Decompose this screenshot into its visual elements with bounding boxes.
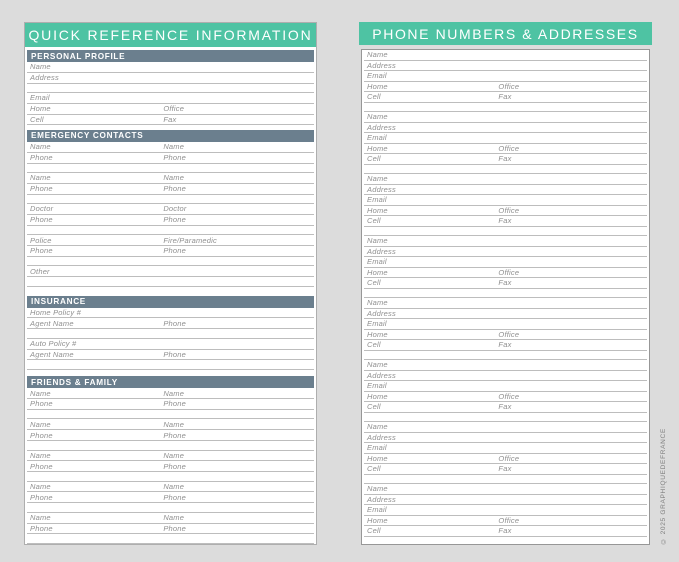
field-label: Email <box>367 71 387 80</box>
field-label: Name <box>30 481 51 491</box>
field-label: Name <box>367 484 388 493</box>
field-label: Office <box>498 515 520 525</box>
field-label: Name <box>367 174 388 183</box>
field-label: Cell <box>367 526 381 535</box>
field-ruled-line <box>27 430 314 441</box>
field-label: Cell <box>367 92 381 101</box>
blank-ruled-line <box>27 472 314 482</box>
field-label: Name <box>163 513 185 523</box>
field-ruled-line <box>364 422 647 433</box>
field-label: Name <box>30 388 51 398</box>
field-label: Name <box>30 173 51 183</box>
field-label: Name <box>30 142 51 152</box>
field-label: Fax <box>498 402 512 411</box>
field-label: Name <box>163 419 185 429</box>
blank-ruled-line <box>27 195 314 205</box>
field-label: Home <box>367 267 388 277</box>
field-label: Email <box>30 93 50 103</box>
field-label: Other <box>30 266 50 276</box>
section-heading: INSURANCE <box>27 296 314 308</box>
field-label: Phone <box>30 492 53 502</box>
field-label: Home <box>367 205 388 215</box>
blank-ruled-line <box>27 441 314 451</box>
field-label: Name <box>30 62 51 72</box>
field-ruled-line <box>27 339 314 350</box>
field-label: Name <box>30 419 51 429</box>
field-label: Email <box>367 505 387 514</box>
field-label: Phone <box>163 399 186 409</box>
field-ruled-line <box>27 482 314 493</box>
field-label: Police <box>30 235 52 245</box>
field-label: Phone <box>30 246 53 256</box>
field-label: Address <box>367 184 396 194</box>
field-ruled-line <box>27 62 314 73</box>
field-ruled-line <box>364 71 647 82</box>
field-label: Name <box>367 360 388 369</box>
section-heading: EMERGENCY CONTACTS <box>27 130 314 142</box>
field-ruled-line <box>364 454 647 465</box>
blank-ruled-line <box>364 413 647 423</box>
field-label: Name <box>367 112 388 121</box>
field-label: Fire/Paramedic <box>163 235 217 245</box>
address-box <box>361 49 650 545</box>
field-label: Fax <box>498 464 512 473</box>
field-label: Fax <box>498 92 512 101</box>
blank-ruled-line <box>364 165 647 175</box>
address-block <box>364 174 647 236</box>
field-ruled-line <box>27 142 314 153</box>
field-label: Phone <box>163 430 186 440</box>
field-ruled-line <box>27 153 314 164</box>
blank-ruled-line <box>27 226 314 236</box>
field-ruled-line <box>364 185 647 196</box>
field-label: Address <box>367 370 396 380</box>
field-ruled-line <box>27 104 314 115</box>
field-label: Fax <box>498 278 512 287</box>
field-ruled-line <box>27 184 314 195</box>
field-label: Email <box>367 195 387 204</box>
field-label: Doctor <box>163 204 187 214</box>
blank-ruled-line <box>27 277 314 287</box>
blank-ruled-line <box>27 84 314 94</box>
field-ruled-line <box>27 318 314 329</box>
field-ruled-line <box>27 115 314 126</box>
field-label: Name <box>367 50 388 59</box>
field-label: Email <box>367 133 387 142</box>
blank-ruled-line <box>27 329 314 339</box>
field-ruled-line <box>27 246 314 257</box>
field-label: Name <box>30 450 51 460</box>
field-ruled-line <box>27 492 314 503</box>
blank-ruled-line <box>364 103 647 113</box>
field-label: Office <box>498 391 520 401</box>
field-ruled-line <box>364 381 647 392</box>
field-label: Email <box>367 443 387 452</box>
field-ruled-line <box>364 154 647 165</box>
field-ruled-line <box>364 443 647 454</box>
field-ruled-line <box>27 419 314 430</box>
field-label: Name <box>30 513 51 523</box>
field-label: Address <box>367 308 396 318</box>
field-label: Agent Name <box>30 318 74 328</box>
blank-ruled-line <box>27 534 314 544</box>
field-label: Fax <box>163 114 177 124</box>
field-ruled-line <box>364 526 647 537</box>
field-label: Phone <box>163 318 186 328</box>
field-ruled-line <box>27 451 314 462</box>
field-label: Phone <box>163 246 186 256</box>
field-label: Phone <box>163 215 186 225</box>
field-label: Name <box>163 142 185 152</box>
field-ruled-line <box>364 340 647 351</box>
field-ruled-line <box>364 495 647 506</box>
field-label: Home <box>367 453 388 463</box>
field-ruled-line <box>364 392 647 403</box>
field-ruled-line <box>27 461 314 472</box>
address-block <box>364 360 647 422</box>
field-ruled-line <box>364 505 647 516</box>
section-personal-profile <box>27 50 314 125</box>
section-insurance <box>27 296 314 370</box>
field-ruled-line <box>364 268 647 279</box>
field-ruled-line <box>364 371 647 382</box>
field-label: Phone <box>163 184 186 194</box>
field-label: Phone <box>30 430 53 440</box>
field-ruled-line <box>27 308 314 319</box>
blank-ruled-line <box>364 227 647 237</box>
field-label: Office <box>498 143 520 153</box>
right-page-title-banner: PHONE NUMBERS & ADDRESSES <box>359 22 652 45</box>
field-ruled-line <box>364 257 647 268</box>
field-ruled-line <box>364 112 647 123</box>
field-label: Address <box>367 494 396 504</box>
address-block <box>364 298 647 360</box>
field-ruled-line <box>364 61 647 72</box>
field-ruled-line <box>27 173 314 184</box>
field-ruled-line <box>27 93 314 104</box>
field-label: Name <box>367 422 388 431</box>
field-ruled-line <box>364 92 647 103</box>
field-ruled-line <box>364 319 647 330</box>
section-friends-family <box>27 376 314 543</box>
blank-ruled-line <box>364 475 647 485</box>
left-page-body <box>25 50 316 544</box>
blank-ruled-line <box>27 164 314 174</box>
field-ruled-line <box>364 330 647 341</box>
field-label: Name <box>163 388 185 398</box>
field-label: Office <box>498 453 520 463</box>
field-ruled-line <box>364 174 647 185</box>
field-label: Name <box>367 298 388 307</box>
address-block <box>364 112 647 174</box>
field-ruled-line <box>364 402 647 413</box>
field-label: Auto Policy # <box>30 339 77 349</box>
field-ruled-line <box>27 215 314 226</box>
field-label: Name <box>163 481 185 491</box>
left-page-title-banner: QUICK REFERENCE INFORMATION <box>25 23 316 47</box>
field-ruled-line <box>364 82 647 93</box>
blank-ruled-line <box>27 503 314 513</box>
field-label: Doctor <box>30 204 54 214</box>
field-label: Office <box>498 205 520 215</box>
field-ruled-line <box>27 350 314 361</box>
field-label: Cell <box>367 278 381 287</box>
field-ruled-line <box>364 133 647 144</box>
field-ruled-line <box>364 484 647 495</box>
field-ruled-line <box>364 195 647 206</box>
section-emergency-contacts <box>27 130 314 287</box>
field-ruled-line <box>27 204 314 215</box>
field-label: Name <box>163 173 185 183</box>
field-label: Fax <box>498 340 512 349</box>
field-ruled-line <box>27 235 314 246</box>
field-ruled-line <box>364 247 647 258</box>
address-block <box>364 484 647 545</box>
field-ruled-line <box>27 399 314 410</box>
field-label: Phone <box>30 153 53 163</box>
field-ruled-line <box>364 50 647 61</box>
field-label: Fax <box>498 154 512 163</box>
field-label: Phone <box>163 461 186 471</box>
blank-ruled-line <box>27 257 314 267</box>
field-ruled-line <box>364 516 647 527</box>
field-label: Phone <box>30 215 53 225</box>
field-label: Office <box>498 267 520 277</box>
field-ruled-line <box>27 524 314 535</box>
field-label: Home <box>367 329 388 339</box>
field-label: Office <box>498 329 520 339</box>
field-label: Home <box>367 391 388 401</box>
field-label: Cell <box>367 154 381 163</box>
field-label: Cell <box>367 464 381 473</box>
field-ruled-line <box>27 388 314 399</box>
field-label: Phone <box>163 492 186 502</box>
blank-ruled-line <box>364 537 647 546</box>
field-ruled-line <box>27 513 314 524</box>
field-label: Phone <box>30 399 53 409</box>
section-heading: PERSONAL PROFILE <box>27 50 314 62</box>
field-label: Phone <box>163 153 186 163</box>
field-label: Phone <box>30 184 53 194</box>
field-label: Cell <box>367 216 381 225</box>
blank-ruled-line <box>27 410 314 420</box>
field-ruled-line <box>364 123 647 134</box>
field-label: Cell <box>367 402 381 411</box>
field-label: Address <box>367 60 396 70</box>
field-ruled-line <box>364 278 647 289</box>
field-label: Phone <box>163 349 186 359</box>
field-label: Office <box>163 104 185 114</box>
field-label: Cell <box>30 114 44 124</box>
field-ruled-line <box>364 309 647 320</box>
field-ruled-line <box>27 73 314 84</box>
field-label: Home <box>30 104 51 114</box>
field-ruled-line <box>364 236 647 247</box>
field-ruled-line <box>364 144 647 155</box>
field-label: Email <box>367 381 387 390</box>
field-label: Name <box>367 236 388 245</box>
field-label: Phone <box>30 461 53 471</box>
field-label: Fax <box>498 216 512 225</box>
field-ruled-line <box>364 464 647 475</box>
field-label: Home <box>367 143 388 153</box>
field-label: Address <box>30 73 59 83</box>
field-label: Phone <box>30 523 53 533</box>
address-block <box>364 50 647 112</box>
field-ruled-line <box>364 216 647 227</box>
field-label: Office <box>498 81 520 91</box>
field-label: Home <box>367 515 388 525</box>
left-page <box>24 22 317 545</box>
address-block <box>364 422 647 484</box>
field-label: Cell <box>367 340 381 349</box>
blank-ruled-line <box>364 289 647 299</box>
field-ruled-line <box>27 266 314 277</box>
blank-ruled-line <box>27 360 314 370</box>
field-label: Email <box>367 319 387 328</box>
address-block <box>364 236 647 298</box>
blank-ruled-line <box>364 351 647 361</box>
copyright-text: © 2025 GRAPHIQUEDEFRANCE <box>660 428 667 545</box>
field-label: Home <box>367 81 388 91</box>
field-label: Phone <box>163 523 186 533</box>
field-label: Address <box>367 432 396 442</box>
field-label: Name <box>163 450 185 460</box>
field-label: Address <box>367 246 396 256</box>
field-label: Email <box>367 257 387 266</box>
field-ruled-line <box>364 206 647 217</box>
field-label: Address <box>367 122 396 132</box>
field-label: Home Policy # <box>30 307 81 317</box>
field-ruled-line <box>364 298 647 309</box>
section-heading: FRIENDS & FAMILY <box>27 376 314 388</box>
field-label: Agent Name <box>30 349 74 359</box>
field-label: Fax <box>498 526 512 535</box>
field-ruled-line <box>364 433 647 444</box>
field-ruled-line <box>364 360 647 371</box>
